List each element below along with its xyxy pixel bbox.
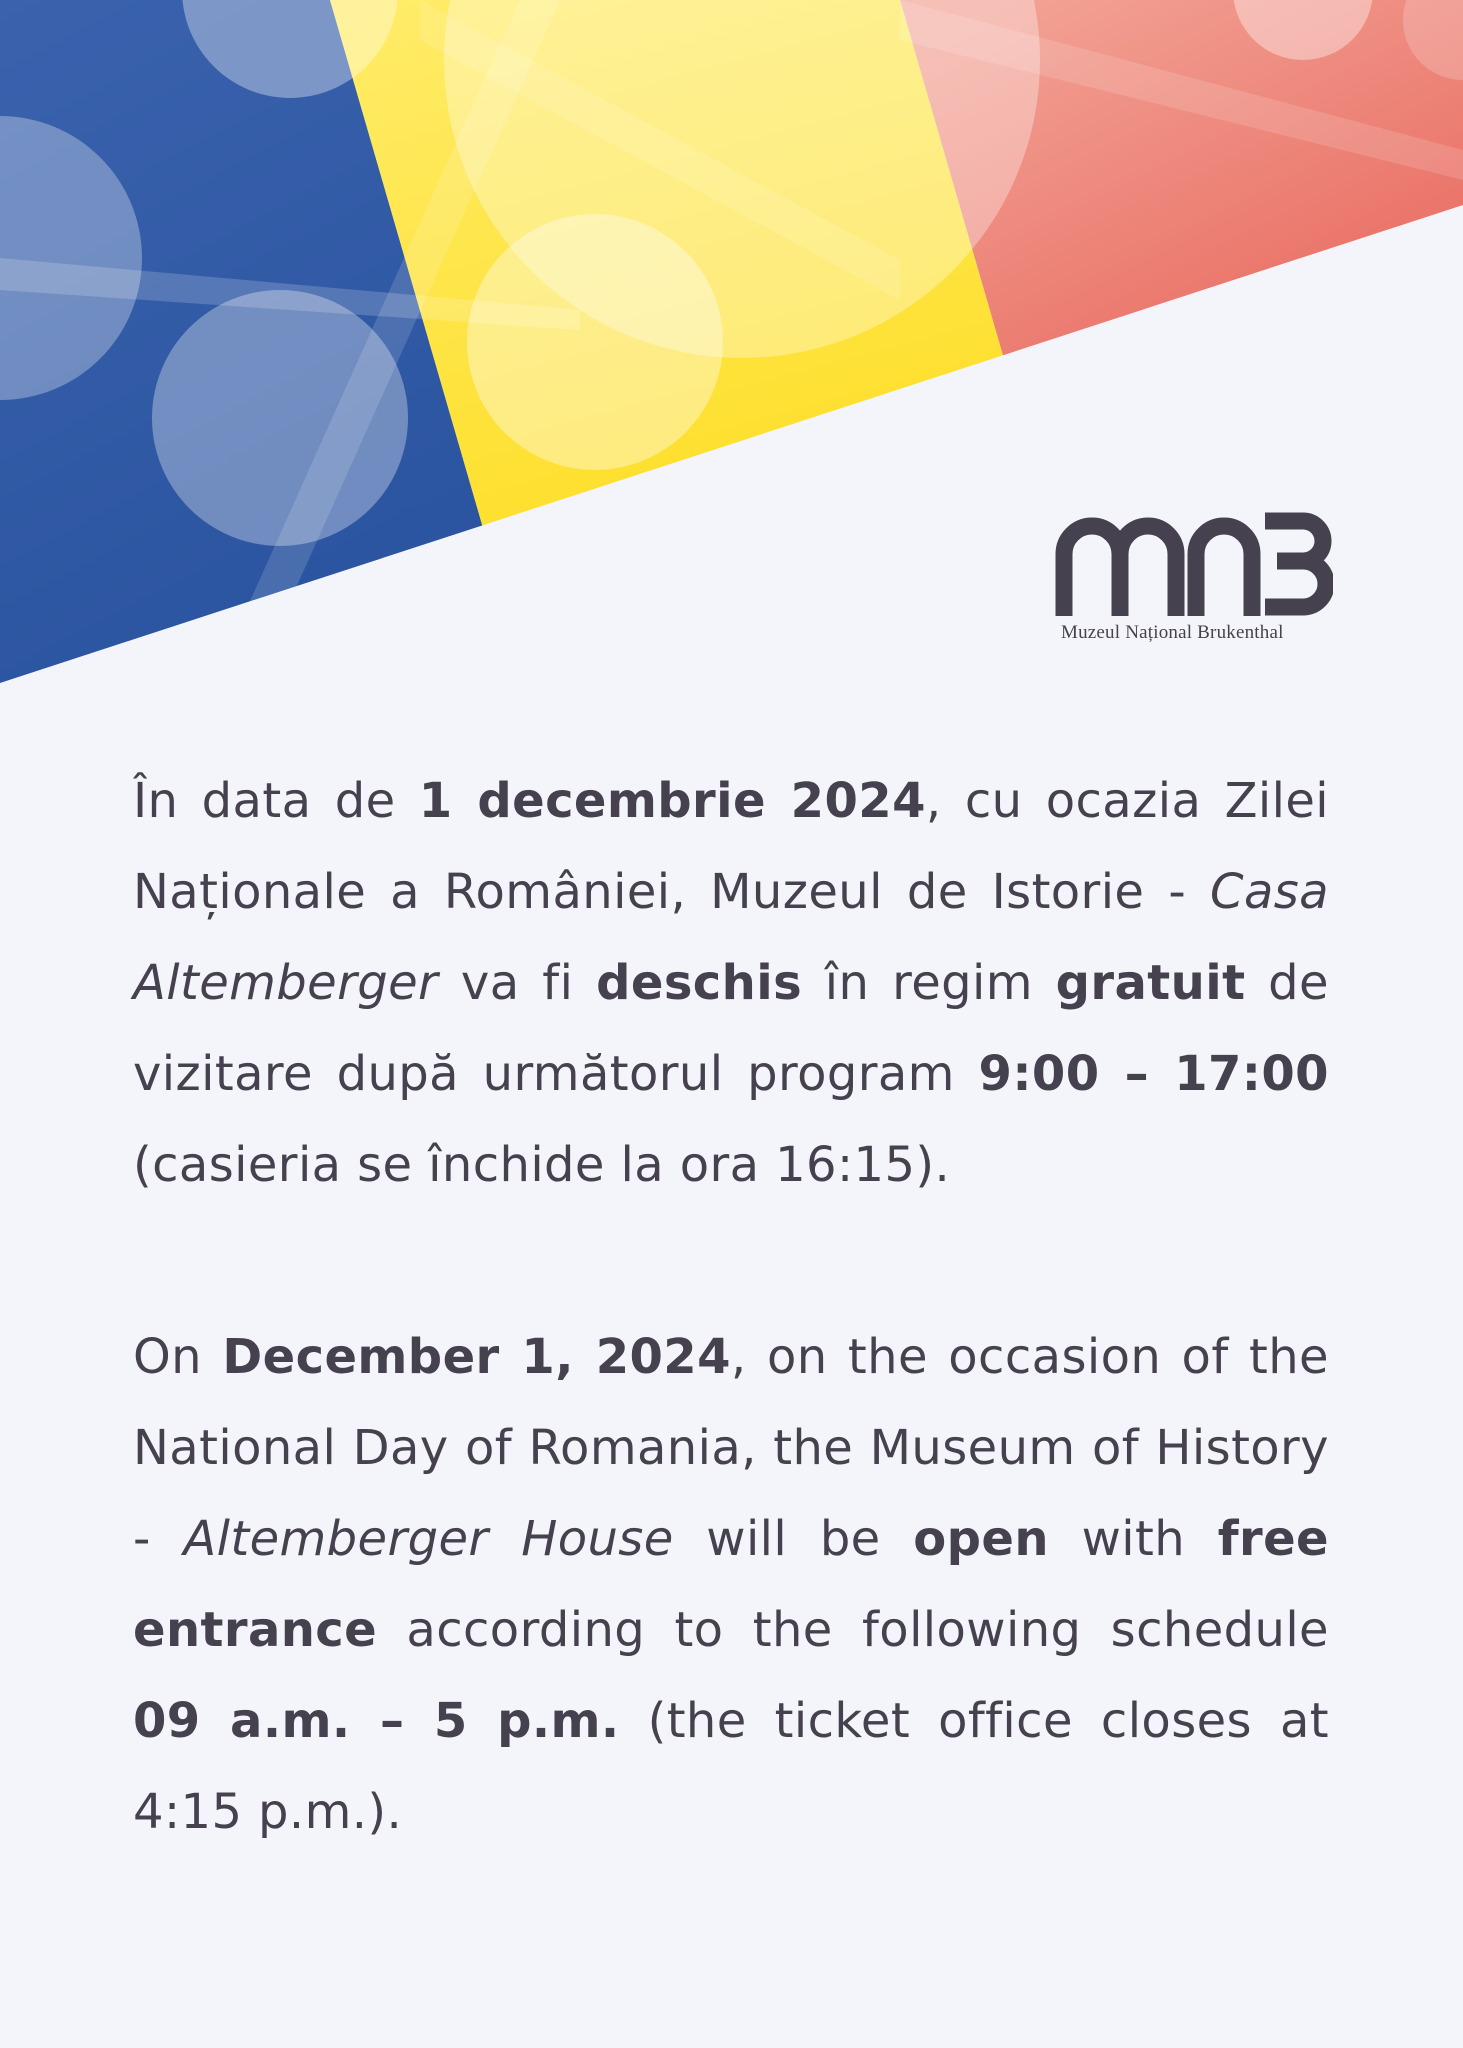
venue-name: Casa Altemberger bbox=[133, 864, 1329, 1011]
text-segment: În data de bbox=[133, 773, 419, 829]
logo-caption: Muzeul Național Brukenthal bbox=[1061, 622, 1284, 643]
text-segment: va fi bbox=[438, 955, 597, 1011]
text-segment: with bbox=[1048, 1511, 1218, 1567]
hours-highlight: 09 a.m. – 5 p.m. bbox=[133, 1693, 620, 1749]
free-highlight: free entrance bbox=[133, 1511, 1329, 1658]
date-highlight: December 1, 2024 bbox=[222, 1329, 731, 1385]
notice-romanian bbox=[133, 756, 1329, 1211]
text-segment: de vizitare după următorul program bbox=[133, 955, 1329, 1102]
text-segment: (the ticket office closes at 4:15 p.m.). bbox=[133, 1693, 1329, 1840]
text-segment: (casieria se închide la ora 16:15). bbox=[133, 1137, 951, 1193]
text-segment: , cu ocazia Zilei Naționale a României, Muzeul de Istorie - bbox=[133, 773, 1329, 920]
notice-english bbox=[133, 1312, 1329, 1858]
museum-logo bbox=[1055, 512, 1335, 652]
free-highlight: gratuit bbox=[1055, 955, 1246, 1011]
text-segment: according to the following schedule bbox=[377, 1602, 1329, 1658]
date-highlight: 1 decembrie 2024 bbox=[418, 773, 926, 829]
text-segment: will be bbox=[673, 1511, 914, 1567]
bokeh-circle bbox=[467, 214, 723, 470]
text-segment: On bbox=[133, 1329, 223, 1385]
mnb-logo-mark bbox=[1055, 512, 1333, 616]
hours-highlight: 9:00 – 17:00 bbox=[978, 1046, 1329, 1102]
bokeh-circle bbox=[152, 290, 408, 546]
text-segment: în regim bbox=[802, 955, 1056, 1011]
venue-name: Altemberger House bbox=[183, 1511, 674, 1567]
text-segment: , on the occasion of the National Day of Romania, the Museum of History - bbox=[133, 1329, 1329, 1567]
open-highlight: deschis bbox=[596, 955, 803, 1011]
open-highlight: open bbox=[913, 1511, 1049, 1567]
